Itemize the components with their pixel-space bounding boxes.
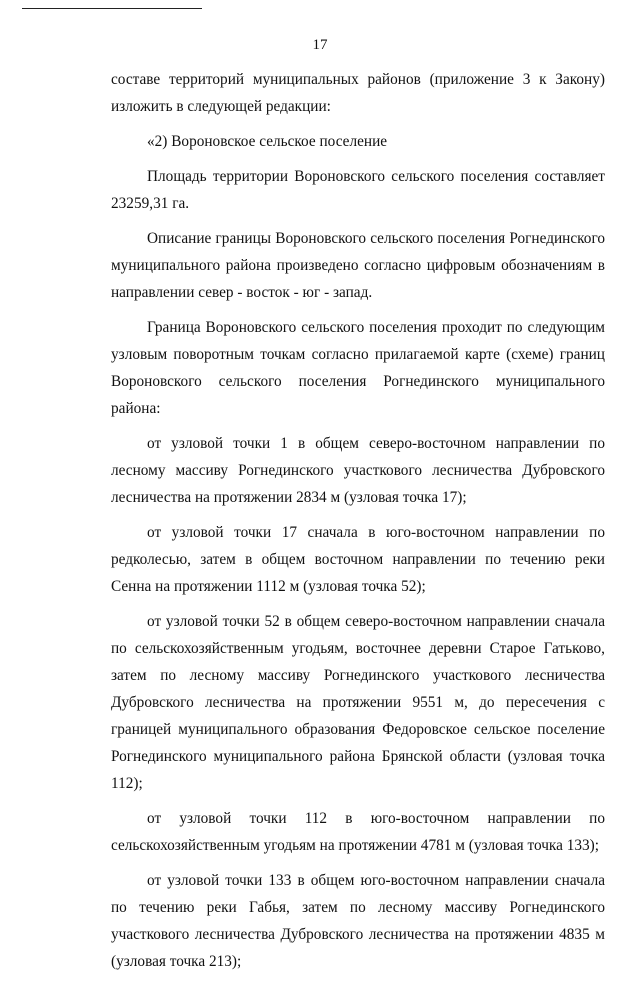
paragraph-segment-17: от узловой точки 17 сначала в юго-восточном направлении по редколесью, затем в общем восточном направлении по течению реки Сенна на протяжении 1112 м (узловая точка 52); [111, 524, 605, 595]
paragraph-segment-112: от узловой точки 112 в юго-восточном направлении по сельскохозяйственным угодьям на протяжении 4781 м (узловая точка 133); [111, 810, 605, 854]
paragraph-segment-52: от узловой точки 52 в общем северо-восточном направлении сначала по сельскохозяйственным угодьям, восточнее деревни Старое Гатьково, затем по лесному массиву Рогнединского участкового лесничества Дубровского лесничества на протяжении 9551 м, до пересечения с границей муниципального образования Федоровское сельское поселение Рогнединского муниципального района Брянской области (узловая точка 112); [111, 613, 605, 792]
paragraph-segment-133: от узловой точки 133 в общем юго-восточном направлении сначала по течению реки Габья, затем по лесному массиву Рогнединского участкового лесничества Дубровского лесничества на протяжении 4835 м (узловая точка 213); [111, 872, 605, 970]
paragraph-area: Площадь территории Вороновского сельского поселения составляет 23259,31 га. [111, 168, 605, 212]
paragraph-heading: «2) Вороновское сельское поселение [147, 133, 388, 150]
paragraph-segment-1: от узловой точки 1 в общем северо-восточном направлении по лесному массиву Рогнединского участкового лесничества Дубровского лесничества на протяжении 2834 м (узловая точка 17); [111, 435, 605, 506]
document-body [111, 66, 605, 983]
paragraph-border: Граница Вороновского сельского поселения проходит по следующим узловым поворотным точкам согласно прилагаемой карте (схеме) границ Вороновского сельского поселения Рогнединского муниципального района: [111, 319, 605, 417]
header-rule [22, 8, 202, 9]
paragraph-description: Описание границы Вороновского сельского поселения Рогнединского муниципального района произведено согласно цифровым обозначениям в направлении север - восток - юг - запад. [111, 230, 605, 301]
page-number: 17 [312, 37, 328, 53]
paragraph-intro: составе территорий муниципальных районов (приложение 3 к Закону) изложить в следующей редакции: [111, 71, 605, 115]
